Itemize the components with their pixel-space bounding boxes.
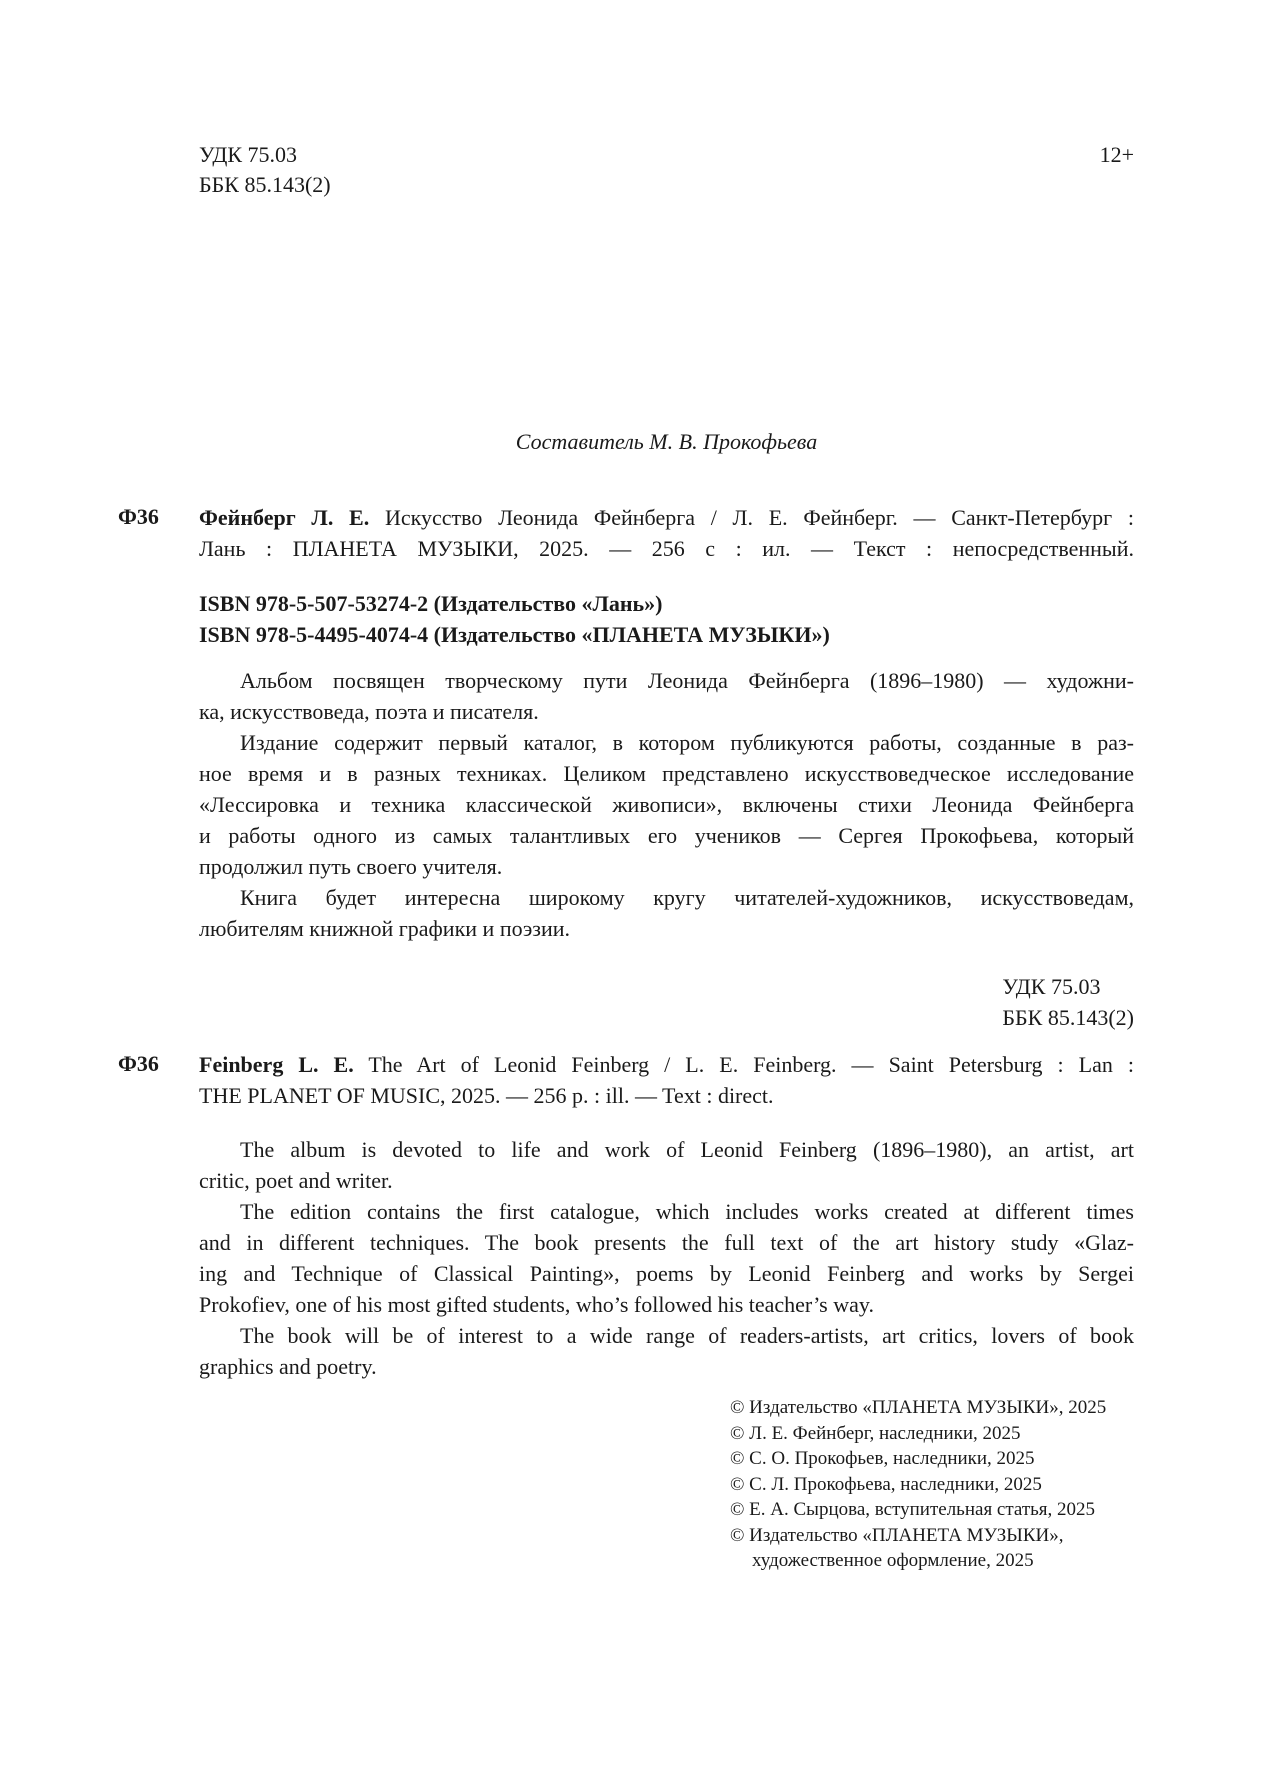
isbn-planeta: ISBN 978-5-4495-4074-4 (Издательство «ПЛАНЕТА МУЗЫКИ») — [199, 622, 830, 647]
annotation-line: Книга будет интересна широкому кругу читателей-художников, искусствоведам, — [240, 885, 1134, 910]
annotation-line: ка, искусствоведа, поэта и писателя. — [199, 699, 539, 724]
annotation-line: The album is devoted to life and work of Leonid Feinberg (1896–1980), an artist, art — [240, 1137, 1134, 1162]
entry-line-2: THE PLANET OF MUSIC, 2025. — 256 p. : ill. — Text : direct. — [199, 1083, 774, 1108]
bbk-code: ББК 85.143(2) — [199, 172, 331, 197]
author-name: Фейнберг Л. Е. — [199, 505, 370, 530]
bottom-classification — [1002, 971, 1134, 1033]
isbn-lan: ISBN 978-5-507-53274-2 (Издательство «Лань») — [199, 591, 663, 616]
copyright-line: © С. Л. Прокофьева, наследники, 2025 — [730, 1473, 1042, 1495]
annotation-line: graphics and poetry. — [199, 1354, 377, 1379]
author-name: Feinberg L. E. — [199, 1052, 354, 1077]
annotation-line: любителям книжной графики и поэзии. — [199, 916, 571, 941]
isbn-block — [199, 588, 1134, 650]
annotation-line: The edition contains the first catalogue, which includes works created at different times — [240, 1199, 1134, 1224]
annotation-line: Издание содержит первый каталог, в котором публикуются работы, созданные в раз- — [240, 730, 1134, 755]
annotation-line: ing and Technique of Classical Painting», poems by Leonid Feinberg and works by Sergei — [199, 1261, 1134, 1286]
annotation-line: Prokofiev, one of his most gifted students, who’s followed his teacher’s way. — [199, 1292, 874, 1317]
age-rating: 12+ — [1099, 142, 1134, 167]
bbk-code: ББК 85.143(2) — [1002, 1005, 1134, 1030]
annotation-line: critic, poet and writer. — [199, 1168, 393, 1193]
annotation-line: продолжил путь своего учителя. — [199, 854, 503, 879]
copyright-line: © Е. А. Сырцова, вступительная статья, 2025 — [730, 1499, 1096, 1520]
entry-line-1 — [199, 1049, 1134, 1080]
compiler-credit: Составитель М. В. Прокофьева — [515, 429, 818, 454]
copyright-line: © С. О. Прокофьев, наследники, 2025 — [730, 1448, 1035, 1469]
copyright-line: © Издательство «ПЛАНЕТА МУЗЫКИ», — [730, 1524, 1064, 1546]
entry-line-2: Лань : ПЛАНЕТА МУЗЫКИ, 2025. — 256 с : ил. — Текст : непосредственный. — [199, 536, 1134, 561]
udc-code: УДК 75.03 — [1002, 974, 1101, 999]
copyright-line: художественное оформление, 2025 — [752, 1550, 1034, 1571]
annotation-line: The book will be of interest to a wide range of readers-artists, art critics, lovers of book — [240, 1323, 1134, 1348]
title-statement: The Art of Leonid Feinberg / L. E. Feinberg. — Saint Petersburg : Lan : — [353, 1052, 1134, 1077]
annotation-line: ное время и в разных техниках. Целиком представлено искусствоведческое исследование — [199, 761, 1134, 786]
annotation-line: «Лессировка и техника классической живописи», включены стихи Леонида Фейнберга — [199, 792, 1134, 817]
entry-line-1 — [199, 502, 1134, 533]
annotation-line: and in different techniques. The book presents the full text of the art history study «Glaz- — [199, 1230, 1134, 1255]
annotation-line: и работы одного из самых талантливых его учеников — Сергея Прокофьева, который — [199, 823, 1134, 848]
copyright-block — [730, 1395, 1106, 1574]
udc-code: УДК 75.03 — [199, 142, 298, 167]
bibliographic-entry-en — [199, 1049, 1134, 1111]
annotation-en — [199, 1134, 1134, 1382]
copyright-line: © Издательство «ПЛАНЕТА МУЗЫКИ», 2025 — [730, 1397, 1107, 1418]
author-sign-en: Ф36 — [118, 1051, 159, 1076]
annotation-ru — [199, 665, 1134, 944]
top-classification — [199, 140, 331, 200]
copyright-line: © Л. Е. Фейнберг, наследники, 2025 — [730, 1422, 1021, 1444]
bibliographic-entry-ru — [199, 502, 1134, 564]
author-sign-ru: Ф36 — [118, 504, 159, 529]
title-statement: Искусство Леонида Фейнберга / Л. Е. Фейнберг. — Санкт-Петербург : — [369, 505, 1135, 530]
annotation-line: Альбом посвящен творческому пути Леонида Фейнберга (1896–1980) — художни- — [240, 668, 1134, 693]
